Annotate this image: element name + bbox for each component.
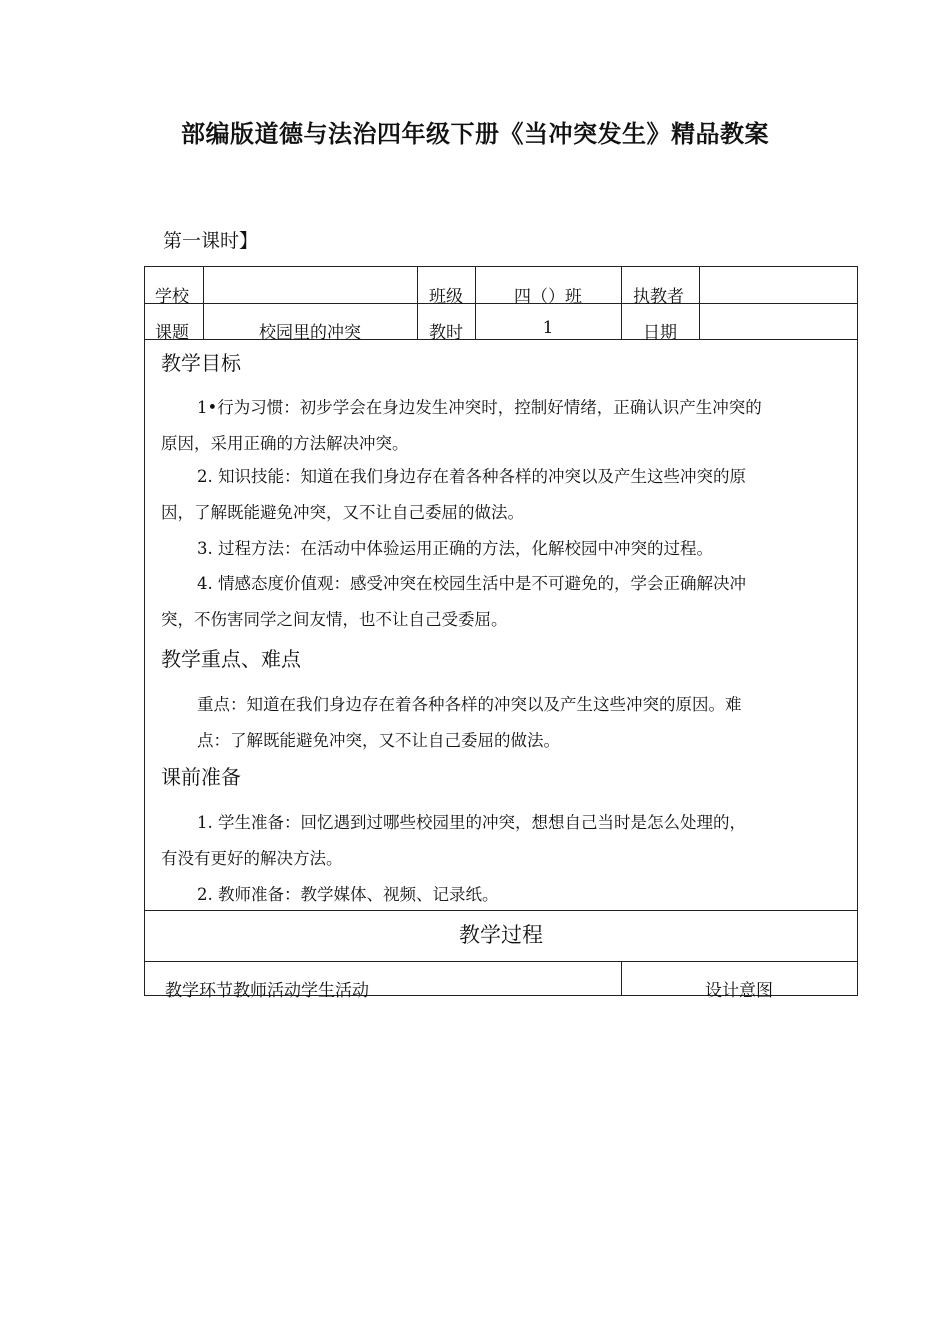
col-divider xyxy=(417,267,418,339)
topic-label: 课题 xyxy=(155,323,189,343)
preparation-item: 1. 学生准备：回忆遇到过哪些校园里的冲突，想想自己当时是怎么处理的， 有没有更好的解决方法。 xyxy=(161,813,746,868)
col-divider xyxy=(699,267,700,339)
key-points-text: 重点：知道在我们身边存在着各种各样的冲突以及产生这些冲突的原因。难 点：了解既能避免冲突，又不让自己委屈的做法。 xyxy=(197,695,742,750)
goals-heading: 教学目标 xyxy=(161,351,241,375)
topic-value: 校园里的冲突 xyxy=(259,323,361,343)
lesson-number: 第一课时】 xyxy=(163,230,259,252)
school-label: 学校 xyxy=(155,287,189,307)
process-col-design-intent: 设计意图 xyxy=(705,981,773,1001)
row-divider xyxy=(145,961,857,962)
key-points-heading: 教学重点、难点 xyxy=(161,647,301,671)
col-divider xyxy=(621,267,622,339)
preparation-heading: 课前准备 xyxy=(161,765,241,789)
period-value: 1 xyxy=(542,318,554,338)
goal-item: 4. 情感态度价值观：感受冲突在校园生活中是不可避免的，学会正确解决冲 突，不伤害同学之间友情，也不让自己受委屈。 xyxy=(161,574,746,629)
process-col-activities: 教学环节教师活动学生活动 xyxy=(165,981,369,1001)
class-label: 班级 xyxy=(429,287,463,307)
lesson-plan-table xyxy=(144,266,858,1001)
process-heading: 教学过程 xyxy=(459,923,543,947)
teacher-label: 执教者 xyxy=(633,287,684,307)
page-title: 部编版道德与法治四年级下册《当冲突发生》精品教案 xyxy=(181,120,769,148)
preparation-item: 2. 教师准备：教学媒体、视频、记录纸。 xyxy=(197,885,499,904)
goal-item: 1•行为习惯：初步学会在身边发生冲突时，控制好情绪，正确认识产生冲突的 原因，采用正确的方法解决冲突。 xyxy=(161,398,762,453)
date-label: 日期 xyxy=(643,323,677,343)
class-value: 四（）班 xyxy=(514,287,582,307)
goal-item: 2. 知识技能：知道在我们身边存在着各种各样的冲突以及产生这些冲突的原 因，了解既能避免冲突，又不让自己委屈的做法。 xyxy=(161,467,746,522)
period-label: 教时 xyxy=(429,323,463,343)
goal-item: 3. 过程方法：在活动中体验运用正确的方法，化解校园中冲突的过程。 xyxy=(197,539,713,558)
row-divider xyxy=(145,910,857,911)
